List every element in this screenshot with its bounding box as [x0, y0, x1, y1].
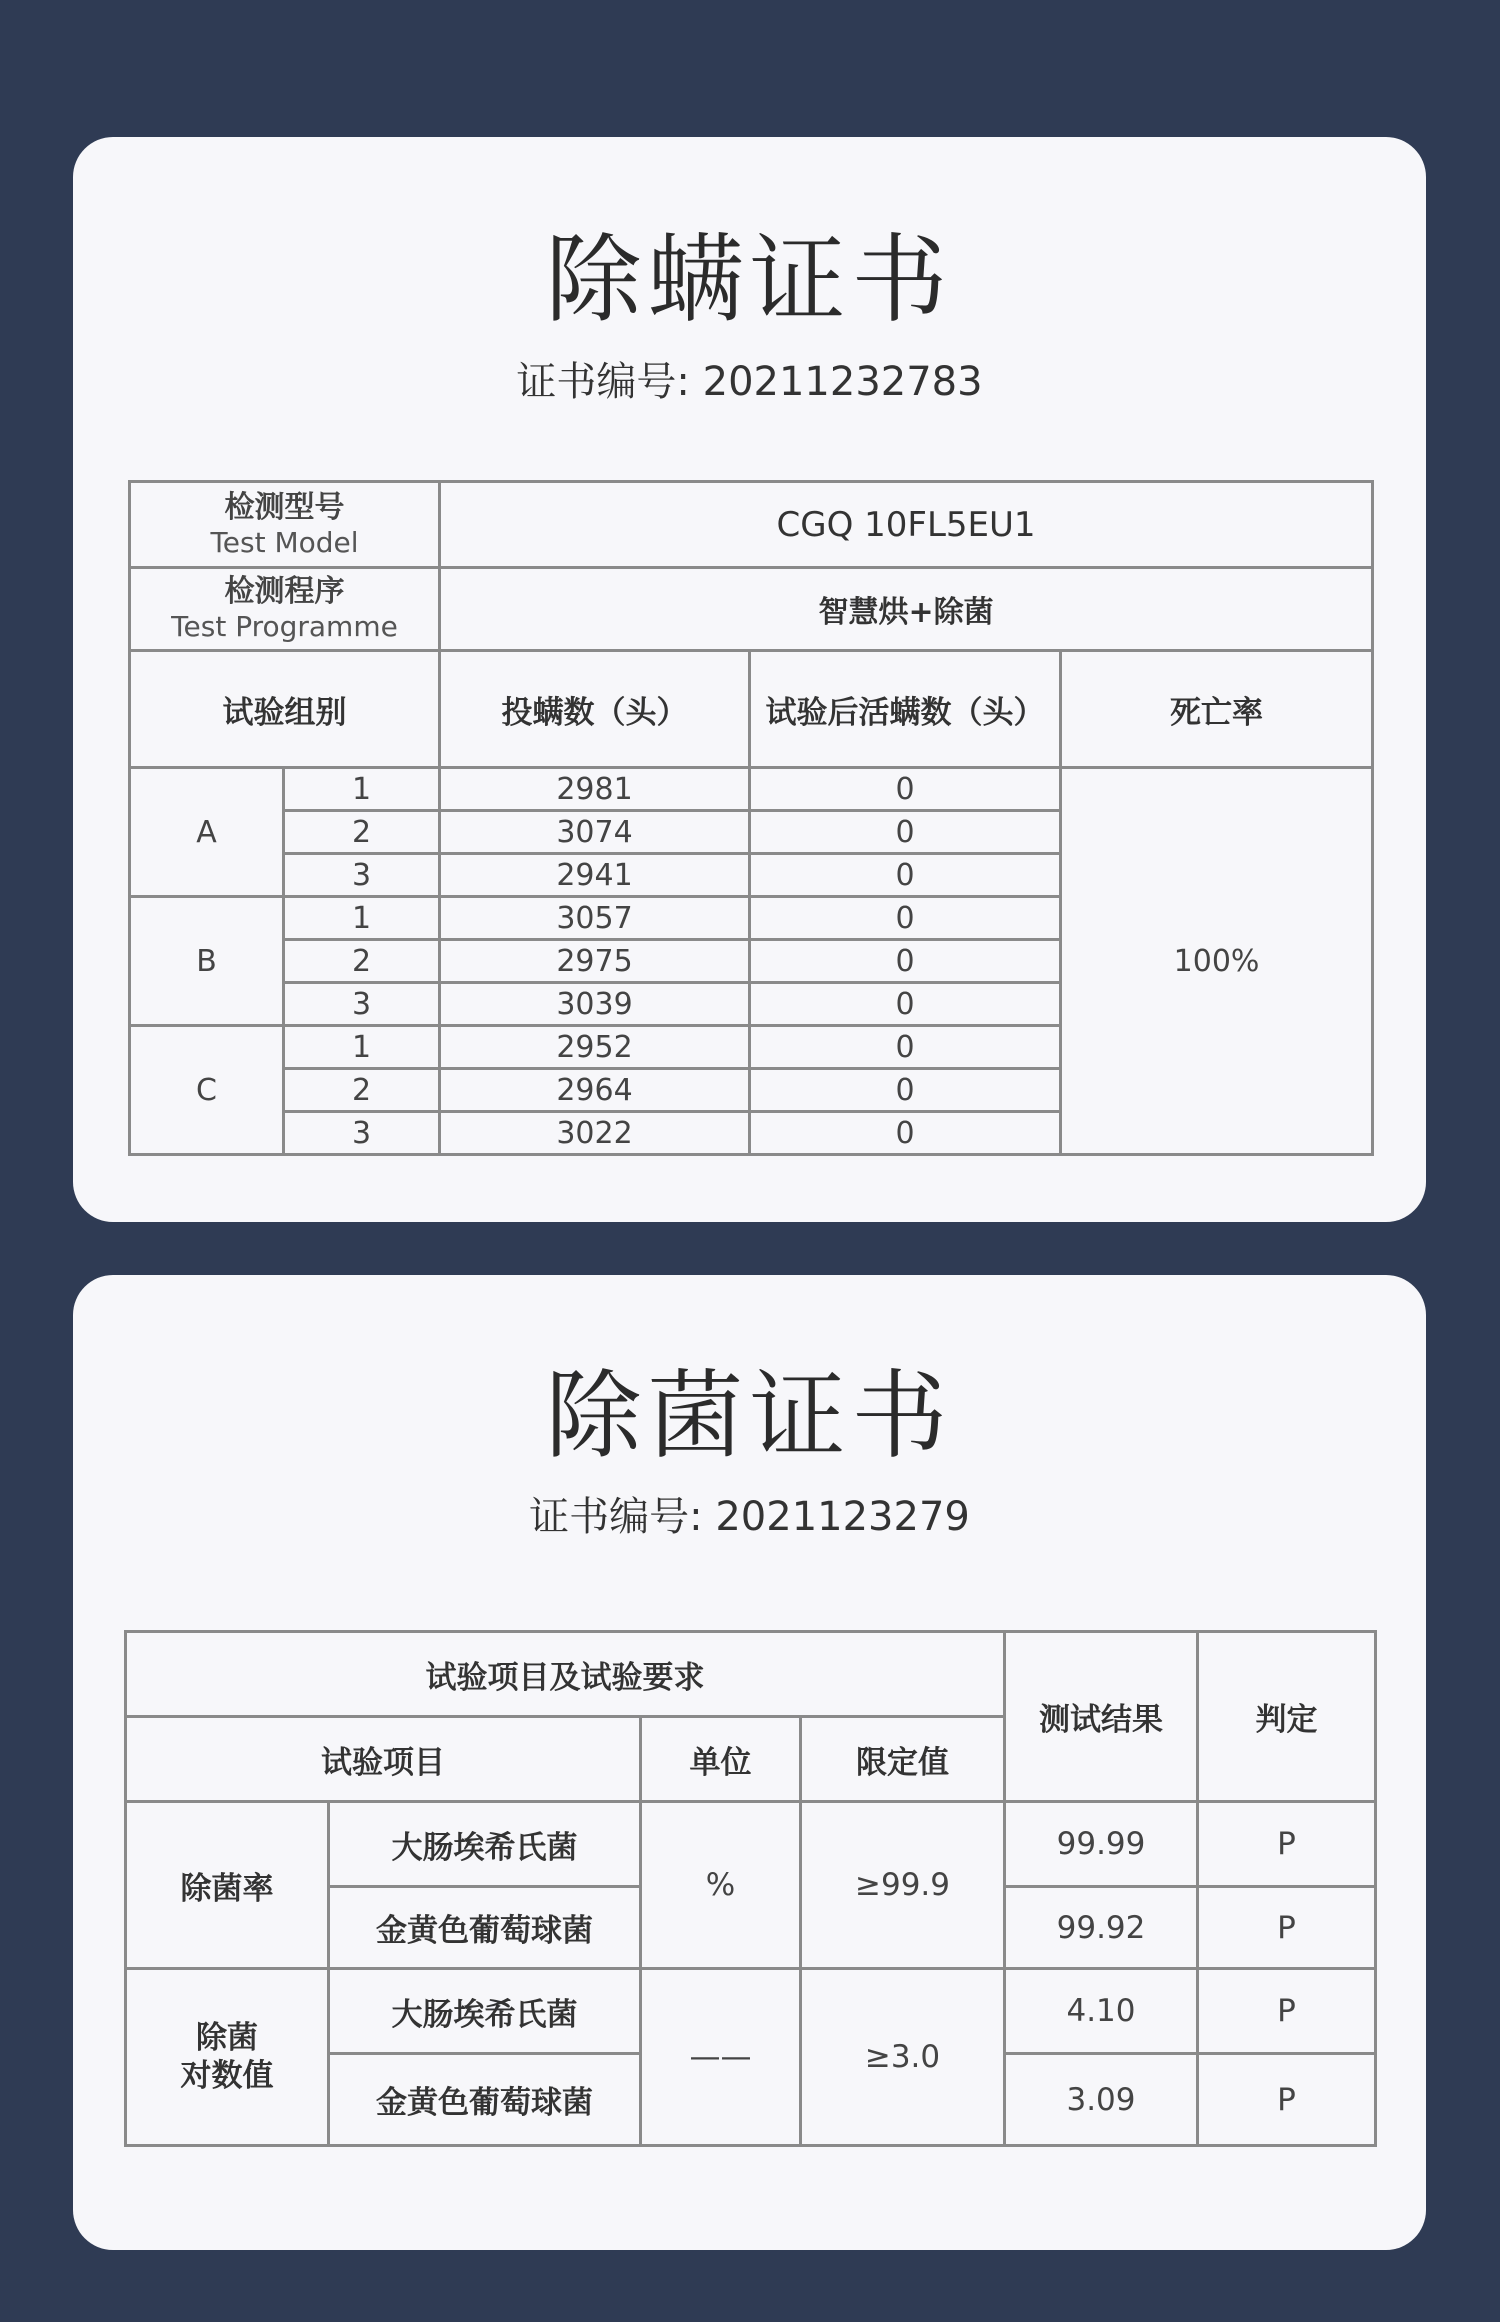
mites-in-cell: 2975	[440, 940, 750, 983]
row-number: 3	[284, 1112, 440, 1155]
header-test-result: 测试结果	[1005, 1632, 1198, 1802]
certificate-number-label: 证书编号:	[516, 359, 690, 405]
mites-in-cell: 2964	[440, 1069, 750, 1112]
certificate-number-value: 20211232783	[702, 359, 983, 405]
mites-in-cell: 3057	[440, 897, 750, 940]
result-value: 99.92	[1005, 1887, 1198, 1969]
section-name-line1: 除菌	[196, 2020, 258, 2056]
mites-alive-cell: 0	[750, 768, 1061, 811]
section-name	[126, 1969, 329, 2146]
header-test-group: 试验组别	[130, 651, 440, 768]
header-test-item: 试验项目	[126, 1717, 641, 1802]
certificate-number-label: 证书编号:	[529, 1494, 703, 1540]
mites-alive-cell: 0	[750, 1026, 1061, 1069]
germ-certificate-title: 除菌证书	[545, 1360, 954, 1472]
unit-value: %	[641, 1802, 801, 1969]
table-row	[130, 768, 1373, 811]
test-programme-label-en: Test Programme	[171, 610, 398, 643]
group-label: B	[130, 897, 284, 1026]
table-row	[126, 1802, 1376, 1887]
group-label: C	[130, 1026, 284, 1155]
table-row	[126, 1969, 1376, 2054]
table-header-row	[126, 1632, 1376, 1717]
header-verdict: 判定	[1198, 1632, 1376, 1802]
verdict-value: P	[1198, 1802, 1376, 1887]
mite-certificate-number	[73, 359, 1426, 405]
germ-test-table	[124, 1630, 1377, 2147]
header-unit: 单位	[641, 1717, 801, 1802]
header-mites-in: 投螨数（头）	[440, 651, 750, 768]
section-name-line2: 对数值	[180, 2058, 274, 2094]
verdict-value: P	[1198, 1969, 1376, 2054]
test-programme-value: 智慧烘+除菌	[440, 568, 1373, 651]
mites-in-cell: 2941	[440, 854, 750, 897]
test-model-label	[130, 482, 440, 568]
germ-certificate-card	[73, 1275, 1426, 2250]
mites-alive-cell: 0	[750, 897, 1061, 940]
certificate-number-value: 2021123279	[715, 1494, 970, 1540]
row-number: 2	[284, 940, 440, 983]
test-programme-label	[130, 568, 440, 651]
row-number: 1	[284, 897, 440, 940]
header-mites-alive: 试验后活螨数（头）	[750, 651, 1061, 768]
test-model-value: CGQ 10FL5EU1	[440, 482, 1373, 568]
mites-alive-cell: 0	[750, 940, 1061, 983]
germ-certificate-number	[73, 1494, 1426, 1540]
mite-certificate-card	[73, 137, 1426, 1222]
test-model-label-cn: 检测型号	[224, 489, 345, 525]
mites-in-cell: 2952	[440, 1026, 750, 1069]
bacteria-name: 大肠埃希氏菌	[329, 1969, 641, 2054]
mites-in-cell: 2981	[440, 768, 750, 811]
row-number: 1	[284, 1026, 440, 1069]
header-mortality: 死亡率	[1061, 651, 1373, 768]
mites-in-cell: 3039	[440, 983, 750, 1026]
row-number: 3	[284, 854, 440, 897]
bacteria-name: 大肠埃希氏菌	[329, 1802, 641, 1887]
limit-value: ≥99.9	[801, 1802, 1005, 1969]
result-value: 99.99	[1005, 1802, 1198, 1887]
result-value: 3.09	[1005, 2054, 1198, 2146]
test-model-label-en: Test Model	[210, 525, 359, 559]
row-number: 1	[284, 768, 440, 811]
verdict-value: P	[1198, 1887, 1376, 1969]
mite-certificate-title: 除螨证书	[545, 224, 954, 336]
verdict-value: P	[1198, 2054, 1376, 2146]
table-row	[130, 568, 1373, 651]
table-row	[130, 482, 1373, 568]
mites-alive-cell: 0	[750, 1112, 1061, 1155]
mites-in-cell: 3074	[440, 811, 750, 854]
mortality-value: 100%	[1061, 768, 1373, 1155]
test-programme-label-cn: 检测程序	[224, 574, 345, 609]
result-value: 4.10	[1005, 1969, 1198, 2054]
mites-alive-cell: 0	[750, 854, 1061, 897]
mites-alive-cell: 0	[750, 1069, 1061, 1112]
header-limit-value: 限定值	[801, 1717, 1005, 1802]
group-label: A	[130, 768, 284, 897]
bacteria-name: 金黄色葡萄球菌	[329, 1887, 641, 1969]
mite-test-table	[128, 480, 1374, 1156]
bacteria-name: 金黄色葡萄球菌	[329, 2054, 641, 2146]
row-number: 2	[284, 1069, 440, 1112]
mites-alive-cell: 0	[750, 811, 1061, 854]
row-number: 3	[284, 983, 440, 1026]
limit-value: ≥3.0	[801, 1969, 1005, 2146]
table-header-row	[130, 651, 1373, 768]
mites-in-cell: 3022	[440, 1112, 750, 1155]
row-number: 2	[284, 811, 440, 854]
mites-alive-cell: 0	[750, 983, 1061, 1026]
section-name: 除菌率	[126, 1802, 329, 1969]
header-items-and-requirements: 试验项目及试验要求	[126, 1632, 1005, 1717]
unit-value: ——	[641, 1969, 801, 2146]
